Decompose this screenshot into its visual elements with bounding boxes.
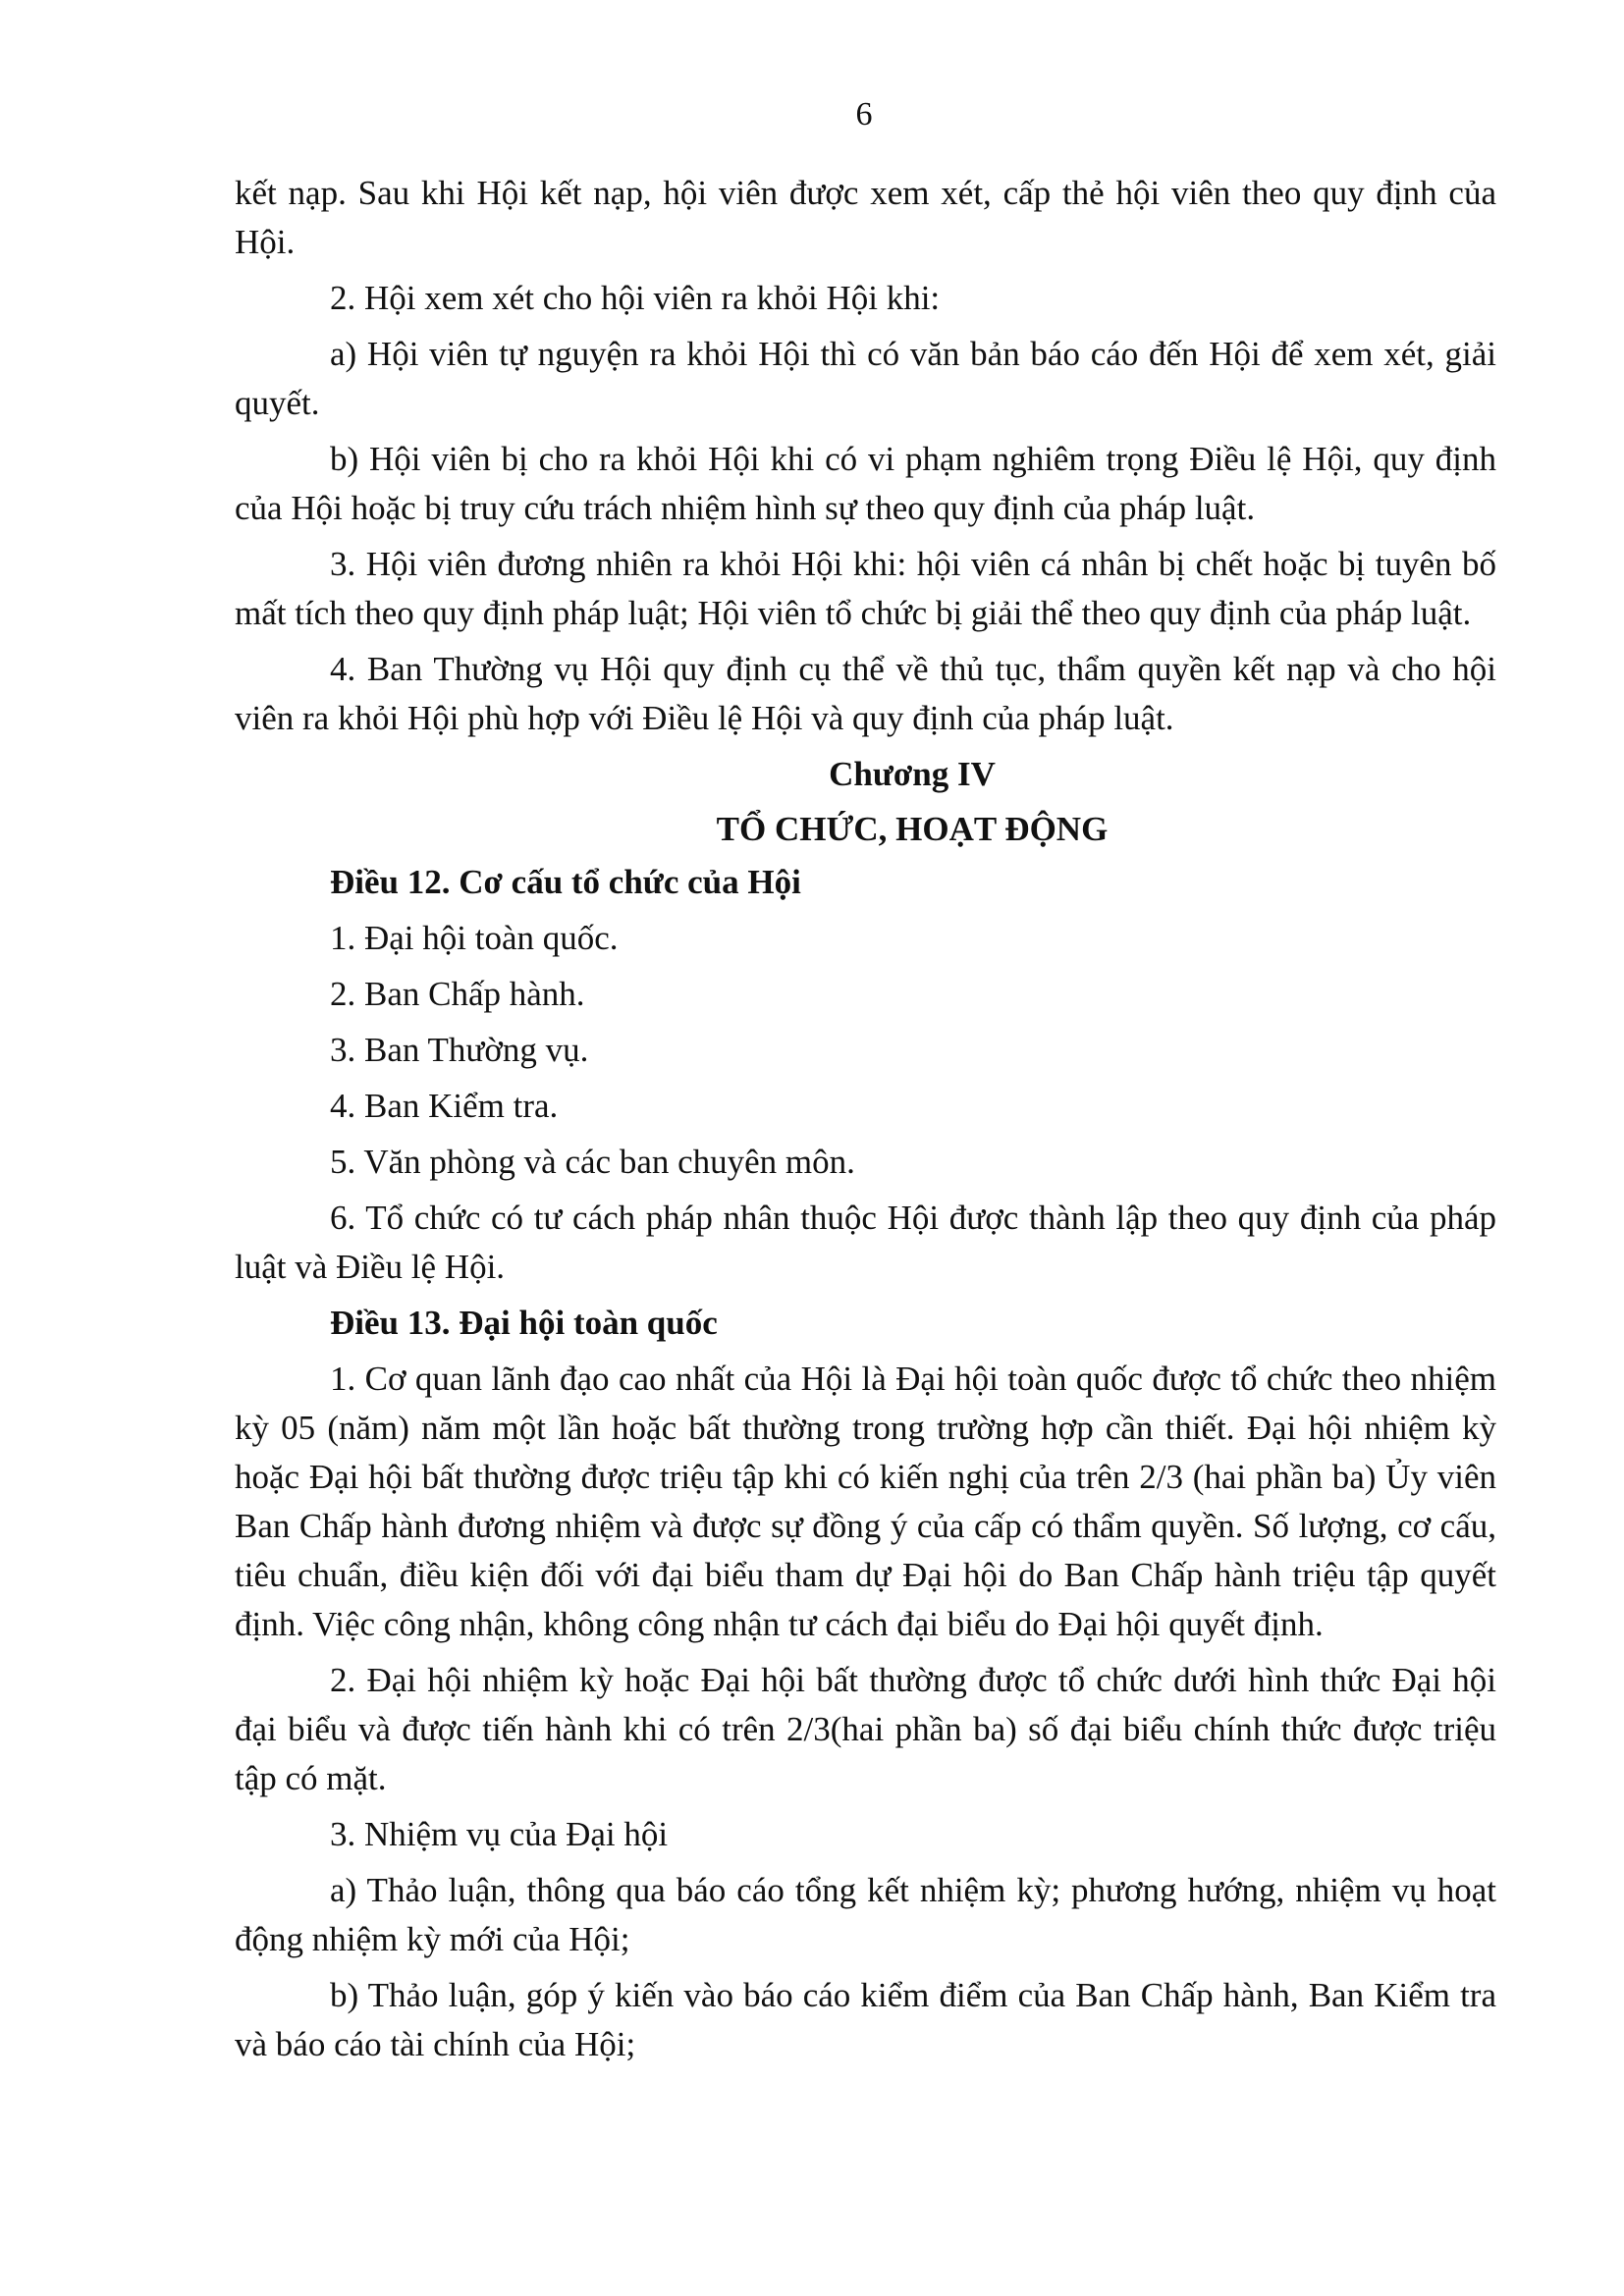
paragraph: 2. Đại hội nhiệm kỳ hoặc Đại hội bất thường được tổ chức dưới hình thức Đại hội đại biểu và được tiến hành khi có trên 2/3(hai phần ba) số đại biểu chính thức được triệu tập có mặt. (235, 1661, 1496, 1797)
list-item: 4. Ban Kiểm tra. (330, 1087, 559, 1125)
list-item: 6. Tổ chức có tư cách pháp nhân thuộc Hội được thành lập theo quy định của pháp luật và Điều lệ Hội. (235, 1199, 1496, 1286)
list-item: 5. Văn phòng và các ban chuyên môn. (330, 1143, 855, 1181)
paragraph: b) Hội viên bị cho ra khỏi Hội khi có vi phạm nghiêm trọng Điều lệ Hội, quy định của Hội hoặc bị truy cứu trách nhiệm hình sự theo quy định của pháp luật. (235, 440, 1496, 527)
paragraph: 3. Nhiệm vụ của Đại hội (330, 1815, 669, 1853)
article-heading: Điều 13. Đại hội toàn quốc (330, 1304, 718, 1342)
paragraph: 1. Cơ quan lãnh đạo cao nhất của Hội là Đại hội toàn quốc được tổ chức theo nhiệm kỳ 05 (năm) năm một lần hoặc bất thường trong trường hợp cần thiết. Đại hội nhiệm kỳ hoặc Đại hội bất thường được triệu tập khi có kiến nghị của trên 2/3 (hai phần ba) Ủy viên Ban Chấp hành đương nhiệm và được sự đồng ý của cấp có thẩm quyền. Số lượng, cơ cấu, tiêu chuẩn, điều kiện đối với đại biểu tham dự Đại hội do Ban Chấp hành triệu tập quyết định. Việc công nhận, không công nhận tư cách đại biểu do Đại hội quyết định. (235, 1360, 1496, 1643)
list-item: 2. Ban Chấp hành. (330, 975, 585, 1013)
chapter-title: TỔ CHỨC, HOẠT ĐỘNG (716, 810, 1109, 848)
paragraph: a) Thảo luận, thông qua báo cáo tổng kết nhiệm kỳ; phương hướng, nhiệm vụ hoạt động nhiệm kỳ mới của Hội; (235, 1871, 1496, 1958)
paragraph: a) Hội viên tự nguyện ra khỏi Hội thì có văn bản báo cáo đến Hội để xem xét, giải quyết. (235, 335, 1496, 422)
paragraph: 2. Hội xem xét cho hội viên ra khỏi Hội khi: (330, 279, 941, 317)
document-body (235, 169, 1496, 2076)
page-number: 6 (855, 96, 873, 133)
article-heading: Điều 12. Cơ cấu tổ chức của Hội (330, 863, 801, 901)
chapter-heading: Chương IV (829, 755, 996, 793)
list-item: 1. Đại hội toàn quốc. (330, 919, 619, 957)
paragraph: 4. Ban Thường vụ Hội quy định cụ thể về thủ tục, thẩm quyền kết nạp và cho hội viên ra khỏi Hội phù hợp với Điều lệ Hội và quy định của pháp luật. (235, 650, 1496, 737)
list-item: 3. Ban Thường vụ. (330, 1031, 589, 1069)
paragraph: 3. Hội viên đương nhiên ra khỏi Hội khi: hội viên cá nhân bị chết hoặc bị tuyên bố mất tích theo quy định pháp luật; Hội viên tổ chức bị giải thể theo quy định của pháp luật. (235, 545, 1496, 632)
paragraph: b) Thảo luận, góp ý kiến vào báo cáo kiểm điểm của Ban Chấp hành, Ban Kiểm tra và báo cáo tài chính của Hội; (235, 1976, 1496, 2063)
paragraph: kết nạp. Sau khi Hội kết nạp, hội viên được xem xét, cấp thẻ hội viên theo quy định của Hội. (235, 174, 1496, 261)
